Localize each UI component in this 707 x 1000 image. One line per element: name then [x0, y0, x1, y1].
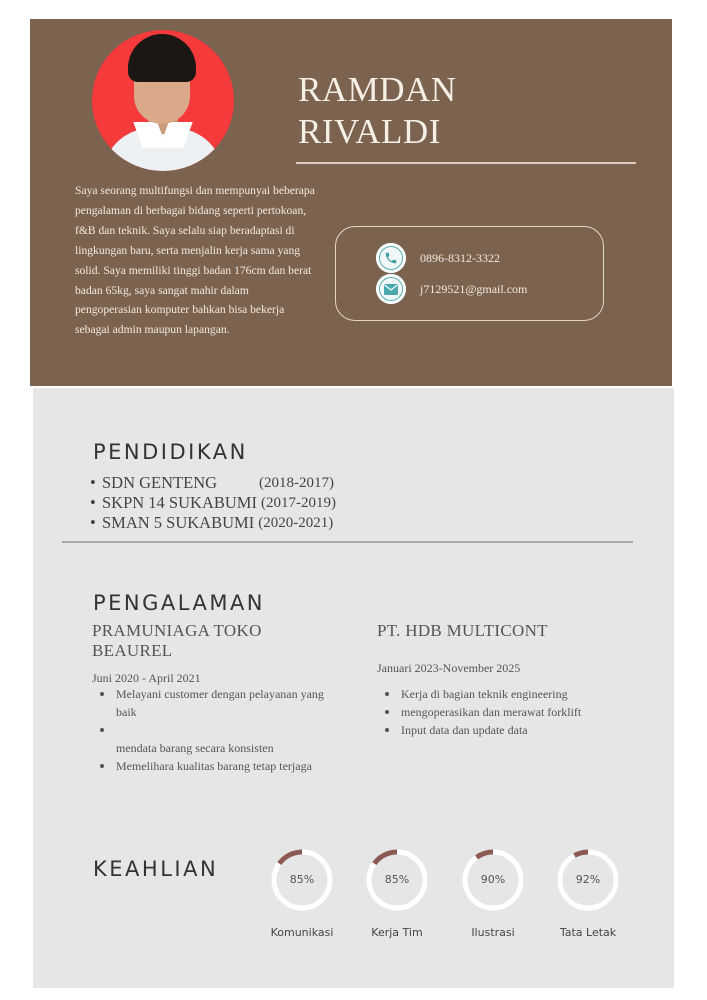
profile-photo: [92, 30, 234, 171]
education-title: PENDIDIKAN: [93, 440, 248, 464]
skill-komunikasi: [262, 848, 342, 939]
school-name: SKPN 14 SUKABUMI: [102, 493, 257, 512]
skill-name: Ilustrasi: [471, 926, 515, 939]
contact-box: [335, 226, 604, 321]
skills-title: KEAHLIAN: [93, 857, 219, 881]
job-title: PT. HDB MULTICONT: [377, 621, 548, 640]
job-duties: [379, 685, 659, 739]
duty-item: Memelihara kualitas barang tetap terjaga: [94, 757, 344, 775]
education-item: [90, 493, 336, 513]
skill-name: Komunikasi: [270, 926, 334, 939]
school-years: (2017-2019): [260, 495, 336, 511]
bio-paragraph: Saya seorang multifungsi dan mempunyai beberapa pengalaman di berbagai bidang seperti pertokoan, f&B dan teknik. Saya selalu siap beradaptasi di lingkungan baru, serta menjalin kerja sama yang solid. Saya memiliki tinggi badan 176cm dan berat badan 65kg, saya sangat mahir dalam pengoperasian komputer bahkan bisa bekerja sebagai admin maupun lapangan.: [75, 184, 315, 337]
duty-item: Input data dan update data: [379, 721, 659, 739]
email-address: j7129521@gmail.com: [420, 281, 528, 296]
education-item: [90, 473, 336, 493]
skill-name: Kerja Tim: [371, 926, 423, 939]
skill-ilustrasi: [453, 848, 533, 939]
phone-number: 0896-8312-3322: [420, 250, 500, 265]
full-name: [298, 69, 457, 153]
school-name: SDN GENTENG: [102, 473, 218, 492]
skill-kerja-tim: [357, 848, 437, 939]
job-period: Juni 2020 - April 2021: [92, 671, 201, 685]
contact-phone: [376, 243, 500, 273]
resume-header: [30, 19, 672, 386]
duty-item: [94, 721, 344, 739]
skill-percent: 85%: [289, 873, 315, 886]
duty-item: Kerja di bagian teknik engineering: [379, 685, 659, 703]
skill-percent: 85%: [384, 873, 410, 886]
phone-icon: [376, 243, 406, 273]
photo-hair: [128, 34, 196, 82]
job-duties: [94, 685, 344, 775]
bullet: •: [90, 473, 96, 492]
section-divider: [62, 541, 633, 543]
school-years: (2018-2017): [259, 475, 334, 491]
skill-percent: 92%: [575, 873, 601, 886]
name-line-2: RIVALDI: [298, 112, 441, 151]
skill-name: Tata Letak: [559, 926, 617, 939]
job-period: Januari 2023-November 2025: [377, 661, 521, 675]
name-line-1: RAMDAN: [298, 70, 457, 109]
bullet: •: [90, 493, 96, 512]
experience-title: PENGALAMAN: [93, 591, 266, 615]
skill-ring: [270, 848, 334, 912]
school-years: (2020-2021): [258, 515, 334, 531]
skill-ring: [556, 848, 620, 912]
contact-email: [376, 274, 527, 304]
school-name: SMAN 5 SUKABUMI: [102, 513, 255, 532]
duty-item-continued: mendata barang secara konsisten: [116, 741, 274, 755]
education-list: [90, 473, 336, 533]
skill-ring: [461, 848, 525, 912]
duty-item: mengoperasikan dan merawat forklift: [379, 703, 659, 721]
skill-ring: [365, 848, 429, 912]
bullet: •: [90, 513, 96, 532]
envelope-icon: [376, 274, 406, 304]
job-title: PRAMUNIAGA TOKO BEAUREL: [92, 621, 262, 660]
skill-tata-letak: [548, 848, 628, 939]
skill-percent: 90%: [480, 873, 506, 886]
duty-item: Melayani customer dengan pelayanan yang baik: [94, 685, 344, 721]
name-divider: [296, 162, 636, 164]
resume-body: [33, 388, 674, 988]
education-item: [90, 513, 336, 533]
